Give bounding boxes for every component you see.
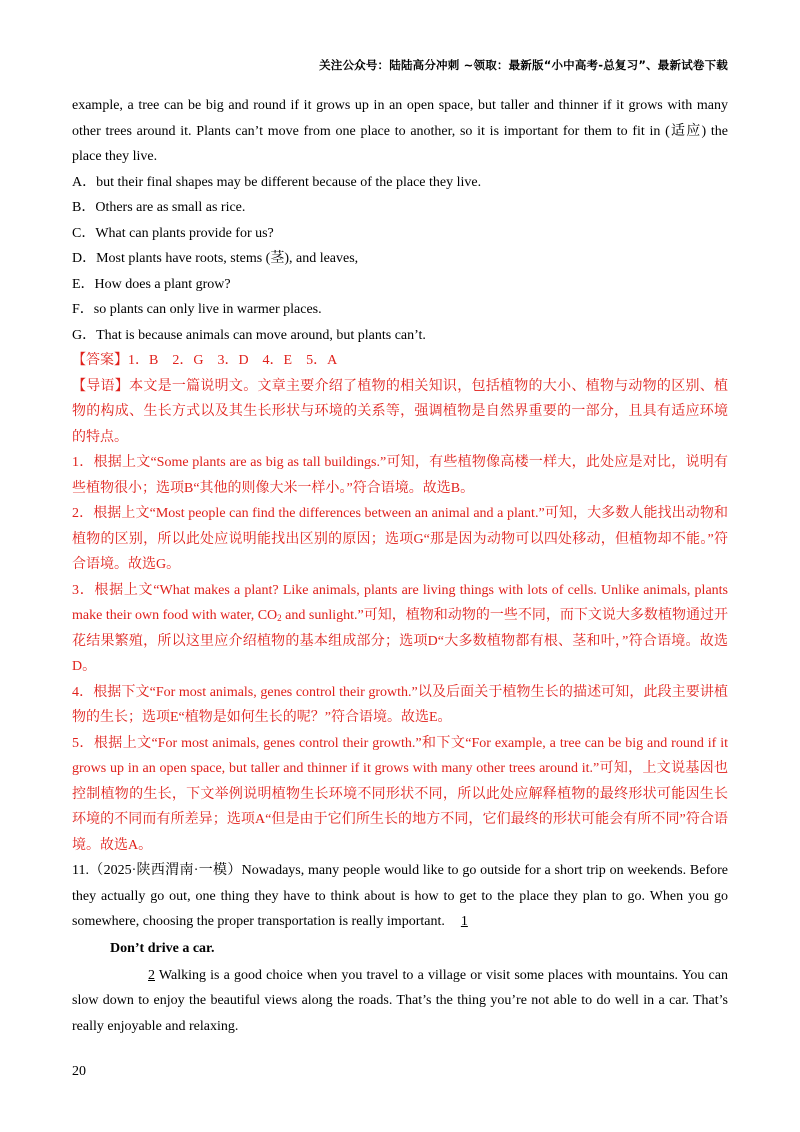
page-header: 关注公众号：陆陆高分冲刺 ~领取：最新版“小中高考-总复习”、最新试卷下载 bbox=[319, 58, 728, 72]
answer-key: 【答案】1．B 2．G 3．D 4．E 5．A bbox=[72, 353, 338, 368]
option-e: E．How does a plant grow? bbox=[72, 276, 231, 292]
explanation-3-part2: and sunlight.”可知，植物和动物的一些不同，而下文说大多数植物通过开花结果繁殖，所以这里应介绍植物的基本组成部分；选项D“大多数植物都有根、茎和叶，”符合语境。故选D。 bbox=[72, 608, 728, 674]
question-11-text: 11.（2025·陕西渭南·一模）Nowadays, many people would like to go outside for a short trip on weekends. Before they actually go out, one thing they have to think about is how to get to the place they plan to go. When you go somewhere, choosing the proper transportation is really important. bbox=[72, 863, 728, 929]
passage-end: example, a tree can be big and round if it grows up in an open space, but taller and thinner if it grows with many other trees around it. Plants can’t move from one place to another, so it is important for them to fit in (适应) the place they live. bbox=[72, 98, 728, 164]
question-11-para2 bbox=[72, 963, 728, 1040]
blank-2: 2 bbox=[148, 967, 155, 983]
option-d: D．Most plants have roots, stems (茎), and leaves, bbox=[72, 251, 359, 266]
question-11-intro bbox=[72, 858, 728, 935]
document-body bbox=[72, 93, 728, 1039]
explanation-5: 5．根据上文“For most animals, genes control their growth.”和下文“For example, a tree can be big and round if it grows up in an open space, but taller and thinner if it grows with many other trees around it.”可知，上文说基因也控制植物的生长，下文举例说明植物生长环境不同形状不同，所以此处应解释植物的最终形状可能因生长环境的不同而有所差异；选项A“但是由于它们所生长的地方不同，它们最终的形状可能会有所不同”符合语境。故选A。 bbox=[72, 735, 728, 853]
explanation-2: 2．根据上文“Most people can find the differences between an animal and a plant.”可知，大多数人能找出动物和植物的区别，所以此处应说明能找出区别的原因；选项G“那是因为动物可以四处移动，但植物却不能。”符合语境。故选G。 bbox=[72, 506, 728, 572]
explanation-3-subscript: 2 bbox=[277, 613, 282, 623]
question-11-subtitle: Don’t drive a car. bbox=[110, 940, 215, 956]
option-b: B．Others are as small as rice. bbox=[72, 200, 246, 215]
blank-1: 1 bbox=[460, 914, 468, 929]
page-number: 20 bbox=[72, 1064, 86, 1079]
option-g: G．That is because animals can move around, but plants can’t. bbox=[72, 327, 426, 343]
explanation-3-part1: 3．根据上文“What makes a plant? Like animals, plants are living things with lots of cells. Unlike animals, plants make their own food with water, CO bbox=[72, 582, 728, 623]
option-f: F．so plants can only live in warmer places. bbox=[72, 302, 322, 317]
explanation-1: 1．根据上文“Some plants are as big as tall buildings.”可知，有些植物像高楼一样大，此处应是对比，说明有些植物很小；选项B“其他的则像大米一样小。”符合语境。故选B。 bbox=[72, 455, 728, 496]
option-a: A．but their final shapes may be different because of the place they live. bbox=[72, 174, 482, 190]
options-list bbox=[72, 170, 728, 349]
answer-section bbox=[72, 348, 728, 858]
guide-text: 【导语】本文是一篇说明文。文章主要介绍了植物的相关知识，包括植物的大小、植物与动物的区别、植物的构成、生长方式以及其生长形状与环境的关系等，强调植物是自然界重要的一部分，且具有适应环境的特点。 bbox=[72, 378, 728, 445]
option-c: C．What can plants provide for us? bbox=[72, 225, 274, 241]
explanation-4: 4．根据下文“For most animals, genes control their growth.”以及后面关于植物生长的描述可知，此段主要讲植物的生长；选项E“植物是如何生长的呢？”符合语境。故选E。 bbox=[72, 684, 728, 725]
question-11-para2-text: Walking is a good choice when you travel to a village or visit some places with mountains. You can slow down to enjoy the beautiful views along the roads. That’s the thing you’re not able to do well in a car. That’s really enjoyable and relaxing. bbox=[72, 967, 728, 1034]
explanation-3 bbox=[72, 578, 728, 680]
